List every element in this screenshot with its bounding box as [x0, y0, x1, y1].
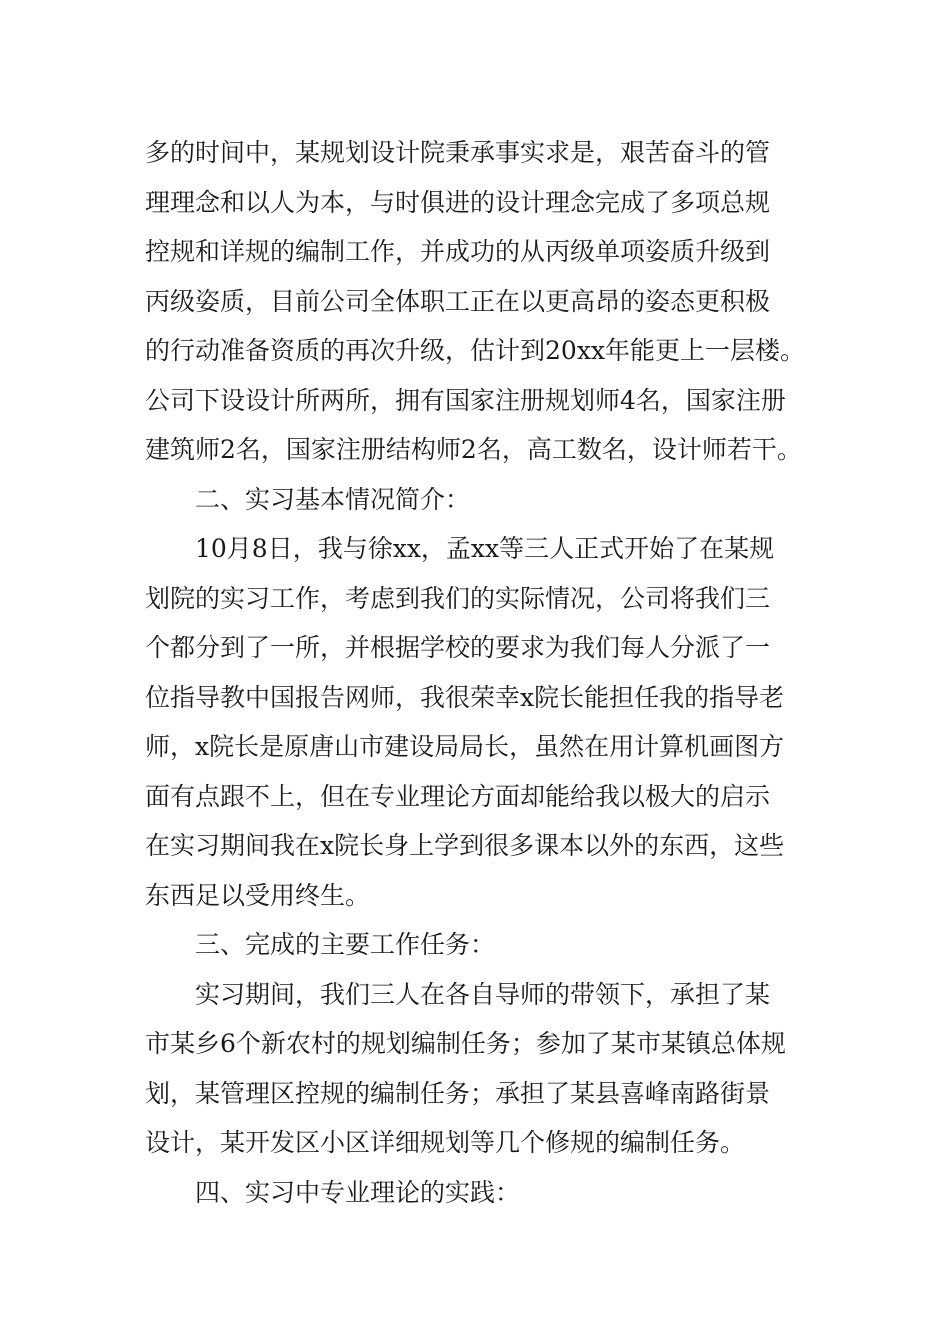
text-line: 公司下设设计所两所，拥有国家注册规划师4名，国家注册	[145, 385, 786, 415]
text-line: 东西足以受用终生。	[145, 880, 371, 910]
text-line: 理理念和以人为本，与时俱进的设计理念完成了多项总规	[145, 187, 771, 217]
text-line: 多的时间中，某规划设计院秉承事实求是，艰苦奋斗的管	[145, 138, 771, 167]
text-line: 个都分到了一所，并根据学校的要求为我们每人分派了一	[145, 633, 771, 662]
text-line: 建筑师2名，国家注册结构师2名，高工数名，设计师若干。	[145, 435, 802, 464]
text-line: 的行动准备资质的再次升级，估计到20xx年能更上一层楼。	[145, 336, 806, 365]
text-line: 划院的实习工作，考虑到我们的实际情况，公司将我们三	[145, 583, 771, 613]
text-line: 实习期间，我们三人在各自导师的带领下，承担了某	[195, 979, 771, 1009]
text-line: 划，某管理区控规的编制任务；承担了某县喜峰南路街景	[145, 1078, 771, 1108]
text-line: 位指导教中国报告网师，我很荣幸x院长能担任我的指导老	[145, 682, 785, 712]
text-line: 控规和详规的编制工作，并成功的从丙级单项姿质升级到	[145, 237, 771, 266]
text-line: 在实习期间我在x院长身上学到很多课本以外的东西，这些	[145, 831, 785, 860]
section-heading: 二、实习基本情况简介：	[195, 484, 471, 514]
document-body	[145, 128, 825, 1217]
text-line: 丙级姿质，目前公司全体职工正在以更高昂的姿态更积极	[145, 286, 771, 316]
section-heading: 四、实习中专业理论的实践：	[195, 1177, 521, 1207]
text-line: 面有点跟不上，但在专业理论方面却能给我以极大的启示	[145, 781, 771, 811]
text-line: 10月8日，我与徐xx，孟xx等三人正式开始了在某规	[195, 534, 775, 563]
text-line: 师，x院长是原唐山市建设局局长，虽然在用计算机画图方	[145, 732, 785, 761]
text-line: 设计，某开发区小区详细规划等几个修规的编制任务。	[145, 1128, 746, 1157]
section-heading: 三、完成的主要工作任务：	[195, 930, 496, 959]
text-line: 市某乡6个新农村的规划编制任务；参加了某市某镇总体规	[145, 1029, 786, 1058]
